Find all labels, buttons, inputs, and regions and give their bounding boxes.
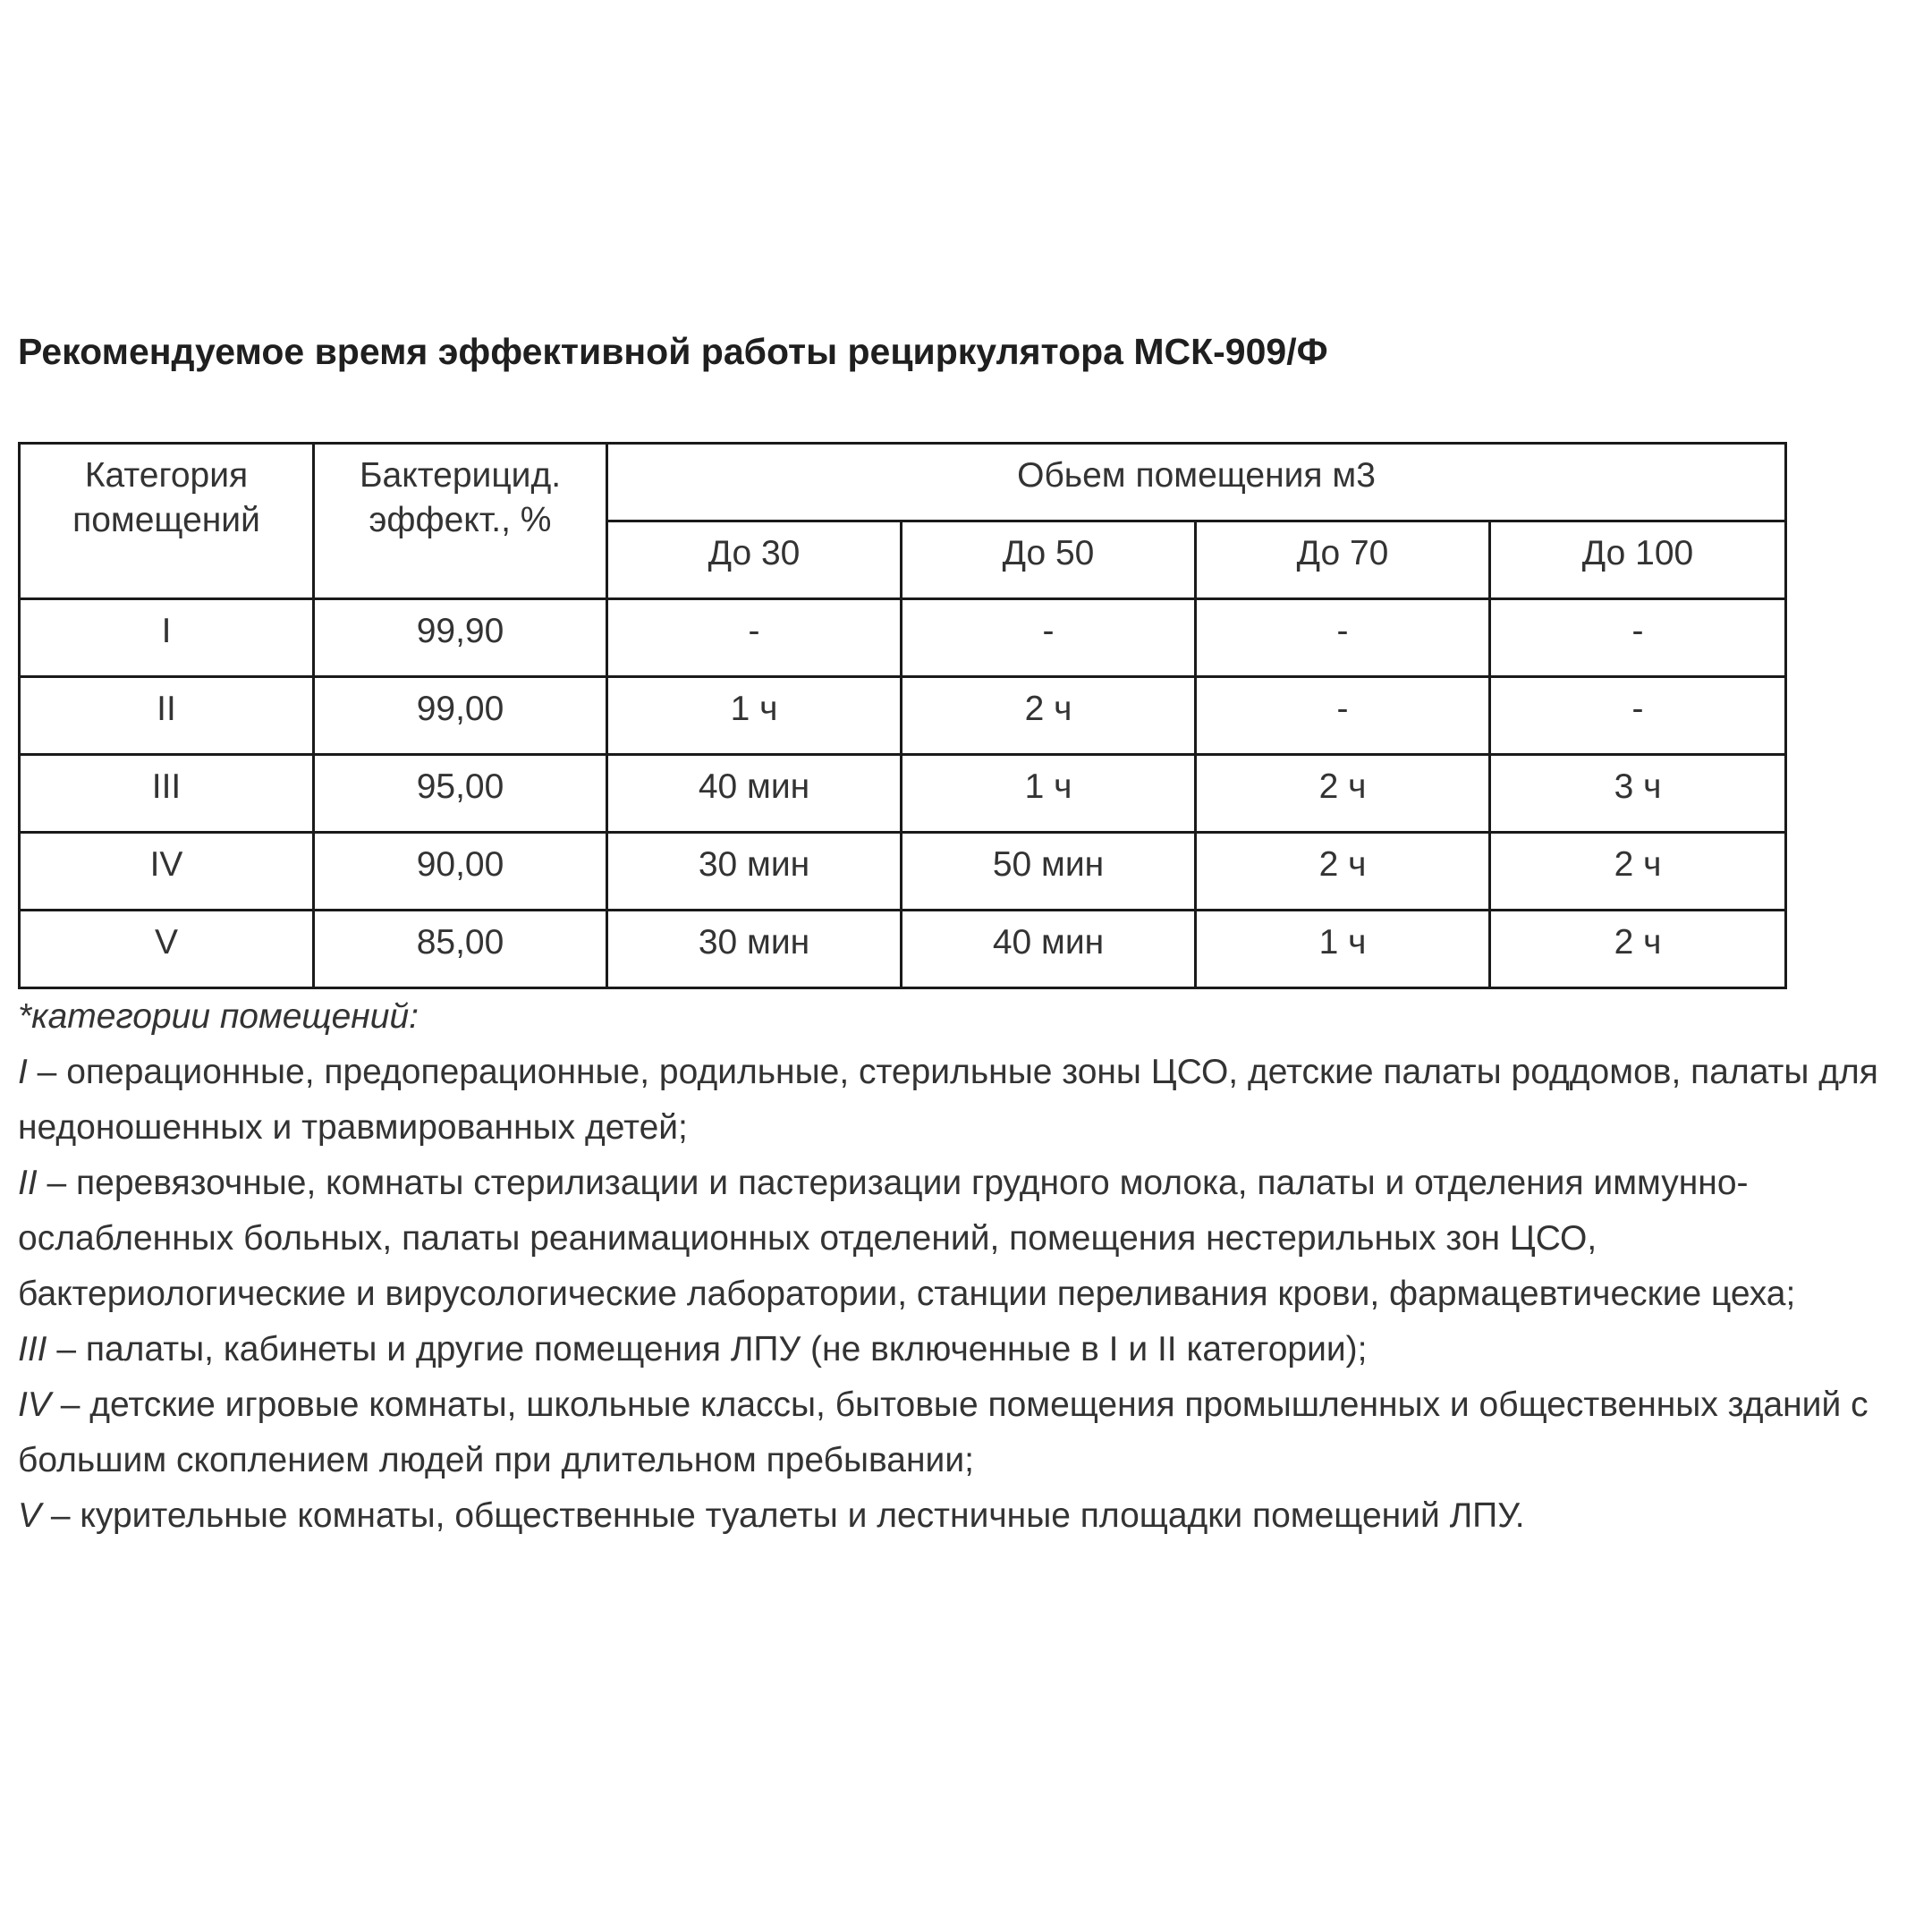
cell-time: 2 ч [1196, 833, 1490, 911]
note-text: – палаты, кабинеты и другие помещения ЛПУ (не включенные в I и II категории); [47, 1330, 1368, 1368]
cell-category: I [20, 599, 314, 677]
cell-time: - [1196, 677, 1490, 755]
note-roman: I [18, 1053, 28, 1091]
note-item [18, 1488, 1923, 1544]
note-item [18, 1322, 1923, 1377]
cell-category: III [20, 755, 314, 833]
cell-time: 3 ч [1490, 755, 1786, 833]
note-roman: III [18, 1330, 47, 1368]
recirculator-time-table [18, 442, 1787, 989]
note-roman: II [18, 1164, 38, 1202]
cell-time: 50 мин [902, 833, 1196, 911]
header-category: Категория помещений [20, 444, 314, 599]
table-header-row [20, 444, 1786, 521]
table-row [20, 755, 1786, 833]
table-row [20, 599, 1786, 677]
note-roman: V [18, 1496, 42, 1535]
cell-effect: 99,00 [314, 677, 607, 755]
cell-time: 40 мин [607, 755, 902, 833]
cell-time: - [607, 599, 902, 677]
header-volume-col: До 50 [902, 521, 1196, 599]
cell-time: 1 ч [902, 755, 1196, 833]
notes-heading: *категории помещений: [18, 997, 419, 1036]
cell-time: 2 ч [902, 677, 1196, 755]
note-text: – детские игровые комнаты, школьные классы, бытовые помещения промышленных и общественных зданий с большим скоплением людей при длительном пребывании; [18, 1385, 1868, 1479]
header-volume: Обьем помещения м3 [607, 444, 1786, 521]
cell-category: II [20, 677, 314, 755]
category-notes [18, 989, 1923, 1544]
cell-time: 2 ч [1490, 911, 1786, 988]
cell-time: - [902, 599, 1196, 677]
note-text: – перевязочные, комнаты стерилизации и пастеризации грудного молока, палаты и отделения иммунно-ослабленных больных, палаты реанимационных отделений, помещения нестерильных зон ЦСО, бактериологические и вирусологические лаборатории, станции переливания крови, фармацевтические цеха; [18, 1164, 1796, 1313]
cell-time: 40 мин [902, 911, 1196, 988]
cell-effect: 99,90 [314, 599, 607, 677]
cell-category: V [20, 911, 314, 988]
note-text: – операционные, предоперационные, родильные, стерильные зоны ЦСО, детские палаты роддомов, палаты для недоношенных и травмированных детей; [18, 1053, 1878, 1147]
cell-time: 1 ч [607, 677, 902, 755]
cell-time: - [1490, 677, 1786, 755]
note-text: – курительные комнаты, общественные туалеты и лестничные площадки помещений ЛПУ. [41, 1496, 1525, 1535]
cell-effect: 90,00 [314, 833, 607, 911]
cell-time: 2 ч [1490, 833, 1786, 911]
note-item [18, 1045, 1923, 1156]
header-volume-col: До 30 [607, 521, 902, 599]
note-item [18, 1156, 1923, 1322]
page-title: Рекомендуемое время эффективной работы рециркулятора МСК-909/Ф [18, 331, 1328, 372]
cell-effect: 95,00 [314, 755, 607, 833]
note-item [18, 1377, 1923, 1488]
cell-effect: 85,00 [314, 911, 607, 988]
cell-time: - [1490, 599, 1786, 677]
header-effect: Бактерицид. эффект., % [314, 444, 607, 599]
cell-time: 2 ч [1196, 755, 1490, 833]
cell-time: 30 мин [607, 911, 902, 988]
cell-time: 30 мин [607, 833, 902, 911]
note-roman: IV [18, 1385, 51, 1424]
header-volume-col: До 70 [1196, 521, 1490, 599]
table-row [20, 911, 1786, 988]
cell-time: 1 ч [1196, 911, 1490, 988]
cell-time: - [1196, 599, 1490, 677]
table-row [20, 833, 1786, 911]
header-volume-col: До 100 [1490, 521, 1786, 599]
table-row [20, 677, 1786, 755]
cell-category: IV [20, 833, 314, 911]
